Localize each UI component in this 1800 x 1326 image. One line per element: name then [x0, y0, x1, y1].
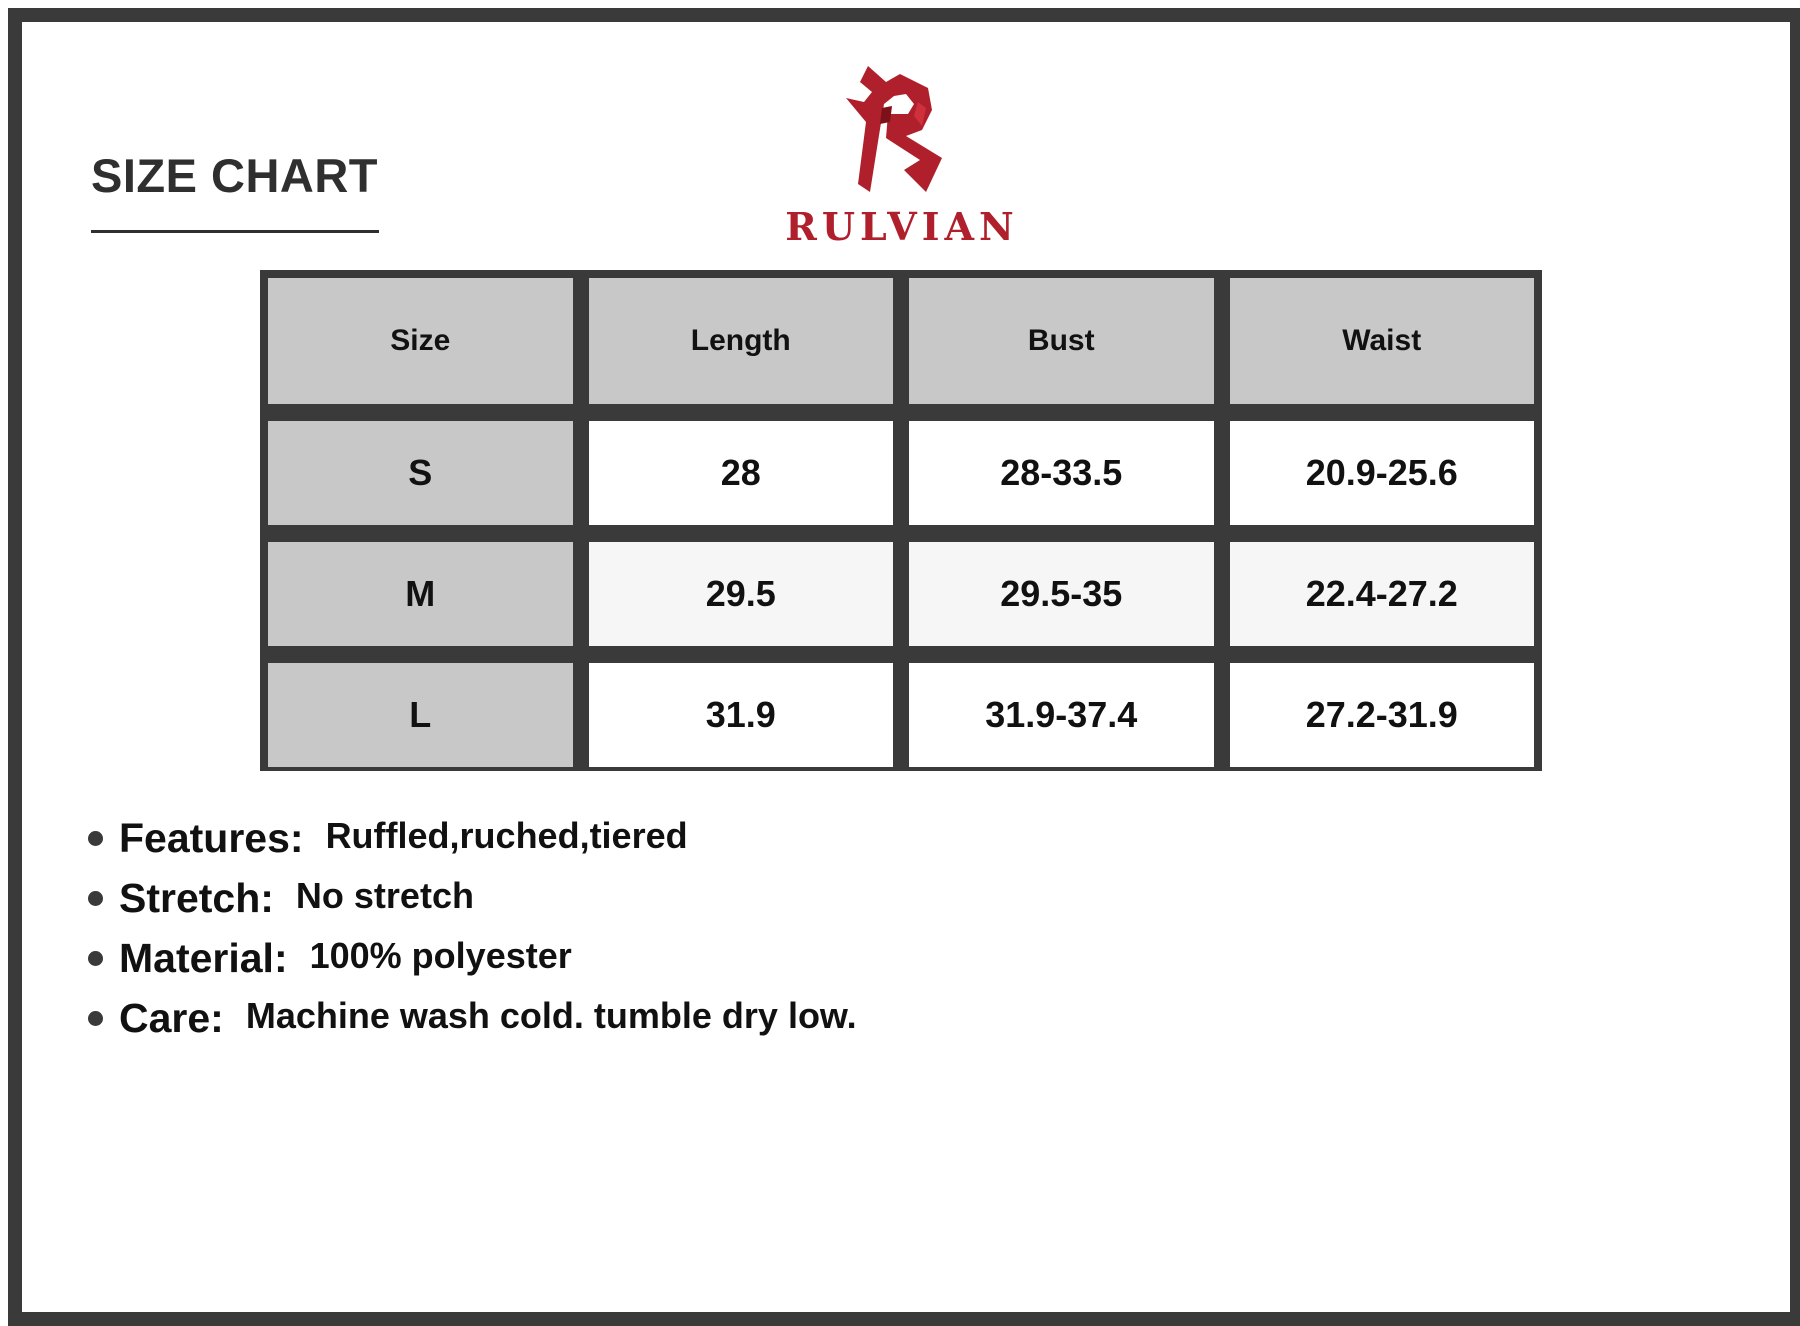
bullet-icon — [88, 891, 103, 906]
row-size-m: M — [268, 542, 573, 646]
cell-waist-l: 27.2-31.9 — [1230, 663, 1535, 767]
detail-label: Care: — [119, 995, 224, 1041]
bullet-icon — [88, 831, 103, 846]
detail-item-material — [88, 935, 1388, 995]
detail-value: No stretch — [295, 875, 474, 916]
bullet-icon — [88, 1011, 103, 1026]
bullet-icon — [88, 951, 103, 966]
cell-waist-m: 22.4-27.2 — [1230, 542, 1535, 646]
detail-label: Stretch: — [119, 875, 274, 921]
column-header-size: Size — [268, 278, 573, 404]
page-title: SIZE CHART — [91, 149, 378, 202]
cell-bust-s: 28-33.5 — [909, 421, 1214, 525]
cell-length-m: 29.5 — [589, 542, 894, 646]
column-header-waist: Waist — [1230, 278, 1535, 404]
brand-name: RULVIAN — [785, 204, 1019, 249]
detail-value: Machine wash cold. tumble dry low. — [245, 995, 857, 1036]
cell-length-l: 31.9 — [589, 663, 894, 767]
detail-label: Features: — [119, 815, 304, 861]
row-size-l: L — [268, 663, 573, 767]
product-details-list — [88, 815, 1388, 1055]
size-table — [260, 270, 1542, 771]
cell-bust-m: 29.5-35 — [909, 542, 1214, 646]
row-size-s: S — [268, 421, 573, 525]
cell-bust-l: 31.9-37.4 — [909, 663, 1214, 767]
detail-item-care — [88, 995, 1388, 1055]
column-header-bust: Bust — [909, 278, 1214, 404]
rulvian-r-logo-icon — [830, 64, 970, 204]
title-underline — [91, 230, 379, 233]
column-header-length: Length — [589, 278, 894, 404]
detail-value: Ruffled,ruched,tiered — [325, 815, 688, 856]
detail-value: 100% polyester — [309, 935, 572, 976]
cell-waist-s: 20.9-25.6 — [1230, 421, 1535, 525]
detail-item-stretch — [88, 875, 1388, 935]
cell-length-s: 28 — [589, 421, 894, 525]
detail-label: Material: — [119, 935, 288, 981]
detail-item-features — [88, 815, 1388, 875]
